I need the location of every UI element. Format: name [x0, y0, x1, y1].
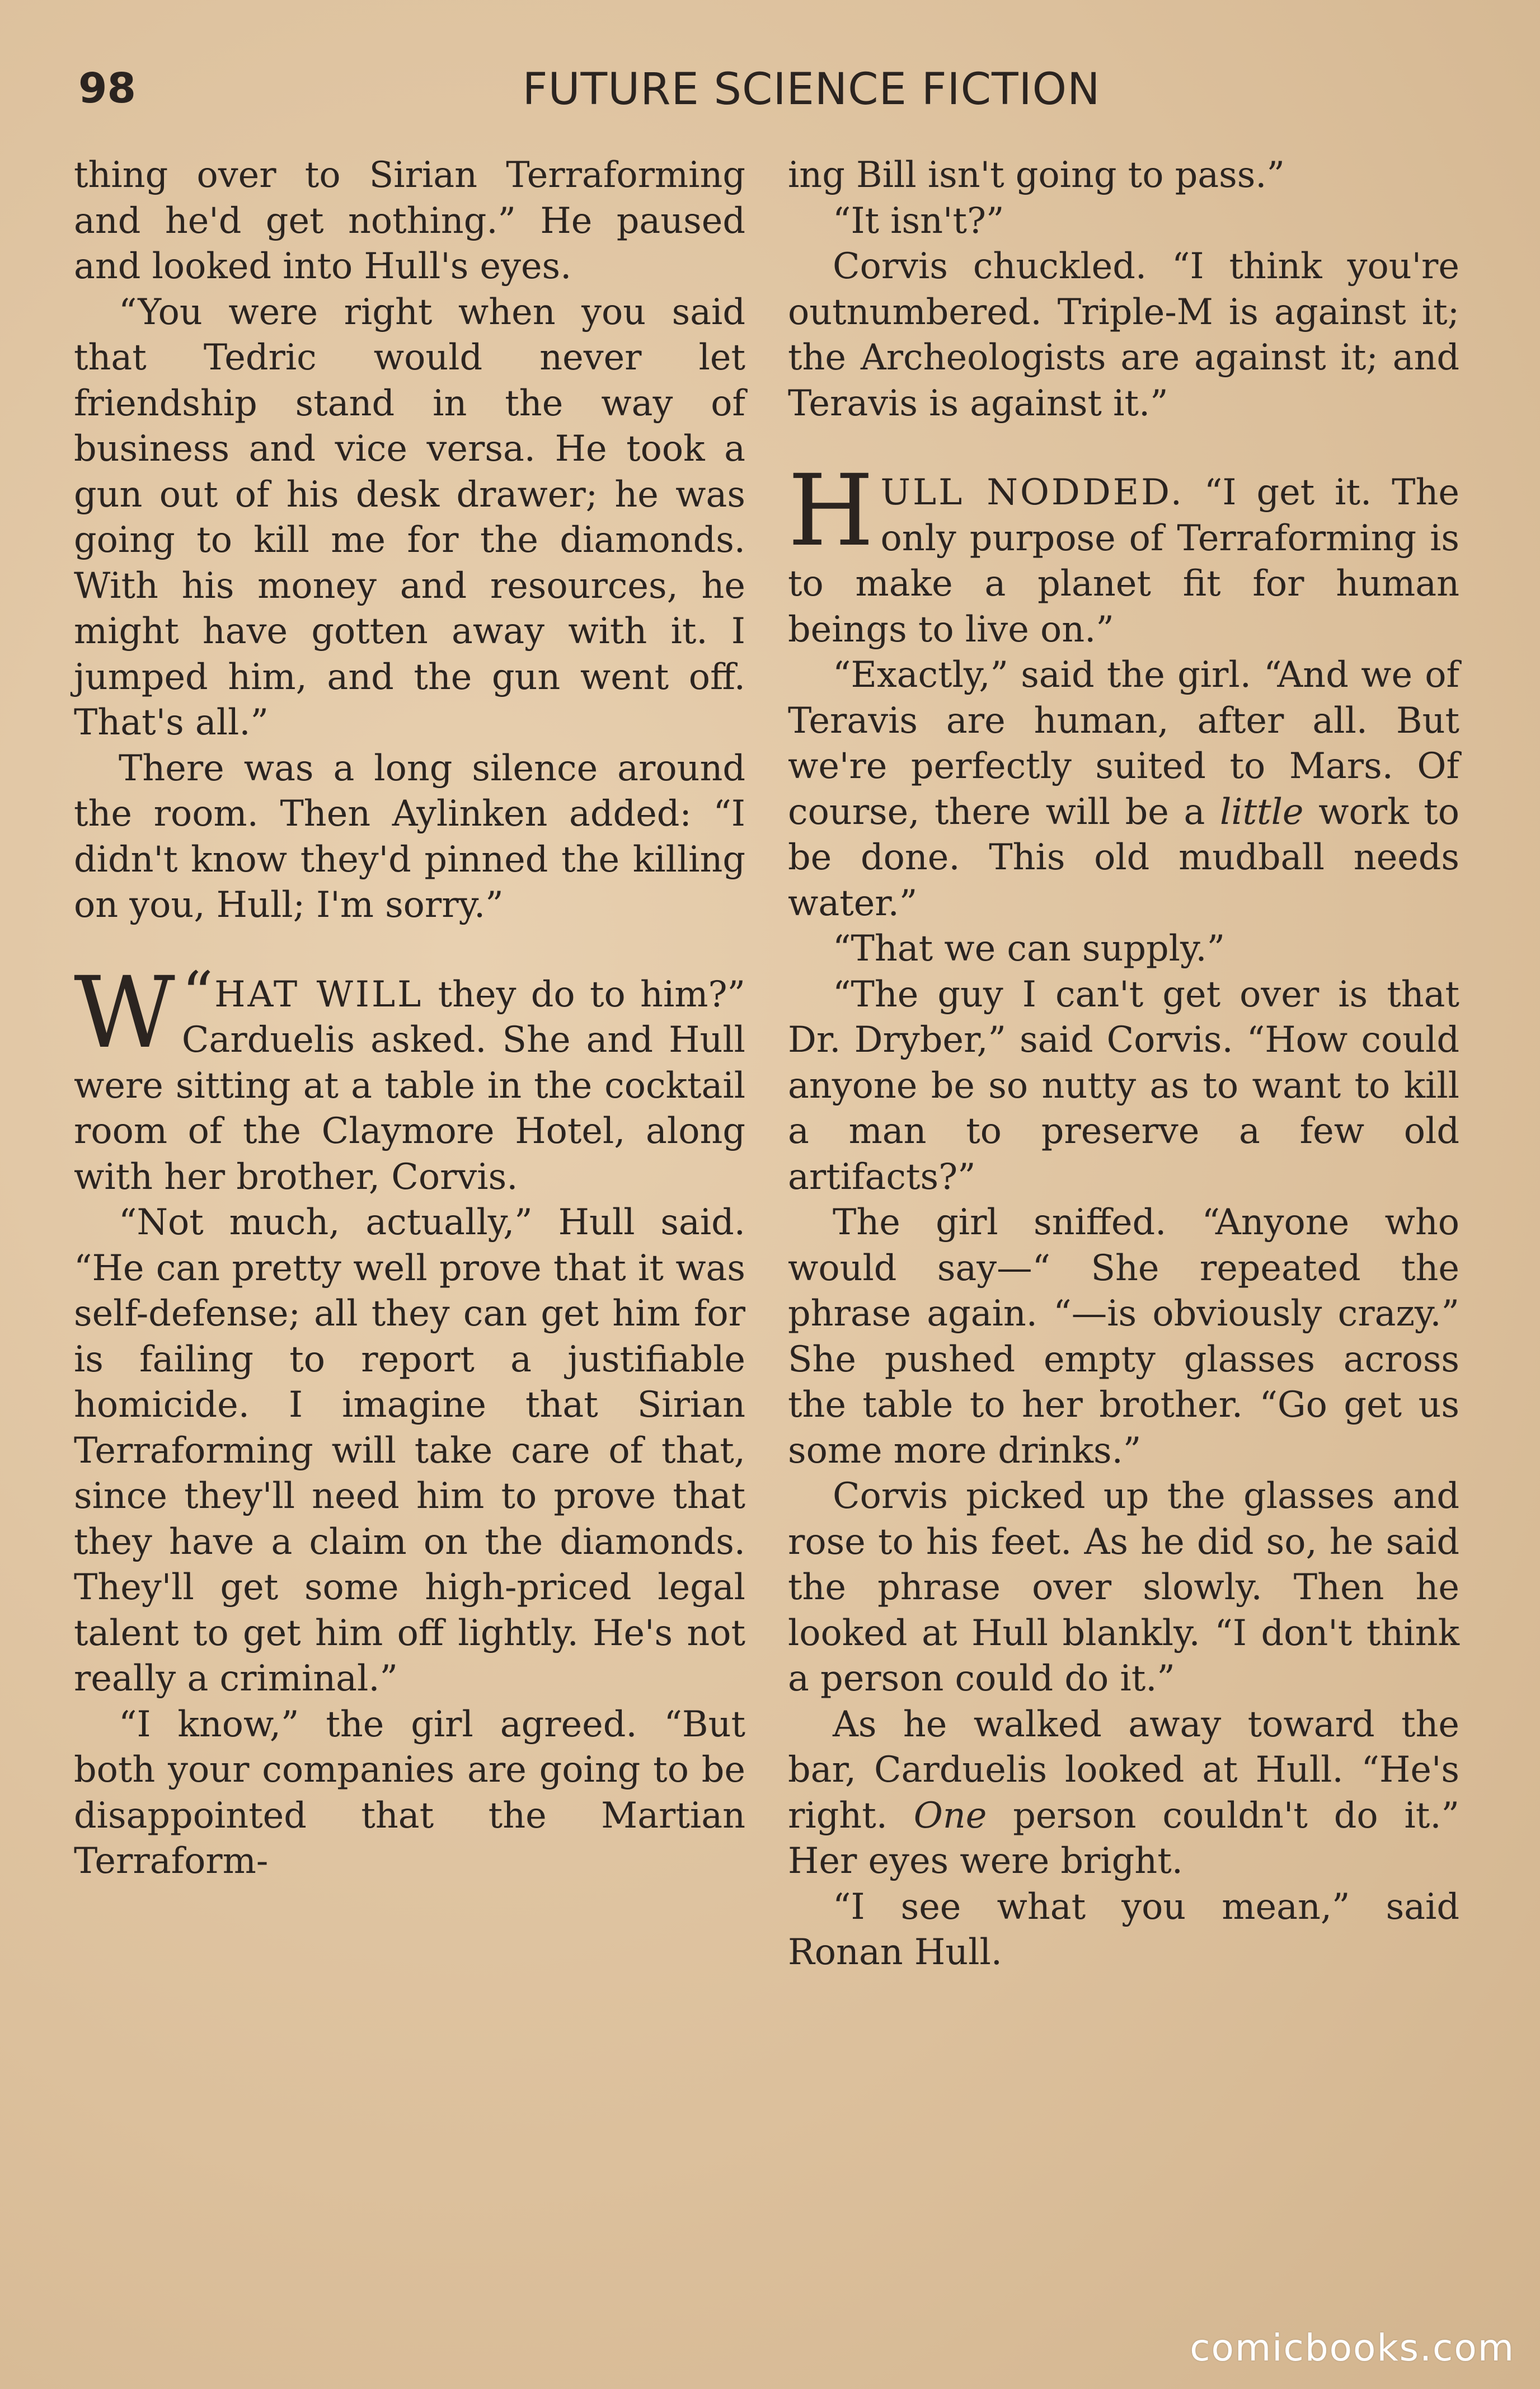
paragraph-text: person couldn't do it.” Her eyes were bright. [788, 1794, 1459, 1881]
page-number: 98 [78, 64, 136, 113]
section-opening-paragraph [788, 453, 1460, 652]
lead-in-caps: HAT WILL [214, 973, 424, 1015]
paragraph-text: they do to him?” Carduelis asked. She and Hull were sitting at a table in the cocktail room of the Claymore Hotel, along with her brother, Corvis. [74, 973, 745, 1197]
paragraph-text: “I get it. The only purpose of Terraforming is to make a planet fit for human beings to live on.” [788, 471, 1460, 650]
running-title: FUTURE SCIENCE FICTION [522, 64, 1101, 115]
paragraph: Corvis picked up the glasses and rose to his feet. As he did so, he said the phrase over slowly. Then he looked at Hull blankly. “I don't think a person could do it.” [788, 1475, 1459, 1699]
paragraph: “That we can supply.” [833, 928, 1226, 969]
drop-cap: H [788, 453, 874, 568]
section-opening-paragraph [74, 955, 745, 1200]
paragraph [788, 1702, 1459, 1884]
paragraph-text: work to be done. This old mudball needs water.” [788, 790, 1459, 924]
paragraph: “The guy I can't get over is that Dr. Dryber,” said Corvis. “How could anyone be so nutty as to want to kill a man to preserve a few old artifacts?” [788, 973, 1459, 1197]
paragraph-text: As he walked away toward the bar, Carduelis looked at Hull. “He's right. [788, 1703, 1459, 1836]
paragraph: “You were right when you said that Tedric would never let friendship stand in the way of business and vice versa. He took a gun out of his desk drawer; he was going to kill me for the diamonds. With his money and resources, he might have gotten away with it. I jumped him, and the gun went off. That's all.” [74, 291, 745, 743]
italic-word: One [913, 1794, 987, 1836]
paragraph: “I know,” the girl agreed. “But both your companies are going to be disappointed that the Martian Terraform- [74, 1703, 745, 1881]
paragraph: “It isn't?” [833, 199, 1004, 241]
page-header [78, 64, 1477, 126]
watermark: comicbooks.com [1190, 2326, 1515, 2369]
paragraph: The girl sniffed. “Anyone who would say—“ She repeated the phrase again. “—is obviously crazy.” She pushed empty glasses across the table to her brother. “Go get us some more drinks.” [788, 1201, 1459, 1471]
italic-word: little [1219, 790, 1304, 832]
drop-cap: W [74, 955, 175, 1070]
lead-in-caps: ULL NODDED. [880, 471, 1184, 513]
paragraph: “I see what you mean,” said Ronan Hull. [788, 1885, 1459, 1973]
paragraph: ing Bill isn't going to pass.” [788, 154, 1285, 195]
right-column [788, 152, 1459, 1975]
paragraph: thing over to Sirian Terraforming and he'd get nothing.” He paused and looked into Hull's eyes. [74, 154, 745, 287]
left-column [74, 152, 745, 1884]
open-quote: “ [181, 958, 214, 1030]
paragraph [788, 652, 1459, 926]
paragraph: “Not much, actually,” Hull said. “He can pretty well prove that it was self-defense; all they can get him for is failing to report a justifiable homicide. I imagine that Sirian Terraforming will take care of that, since they'll need him to prove that they have a claim on the diamonds. They'll get some high-priced legal talent to get him off lightly. He's not really a criminal.” [74, 1201, 745, 1699]
paragraph: Corvis chuckled. “I think you're outnumbered. Triple-M is against it; the Archeologists are against it; and Teravis is against it.” [788, 245, 1459, 424]
paragraph: There was a long silence around the room. Then Aylinken added: “I didn't know they'd pinned the killing on you, Hull; I'm sorry.” [74, 747, 745, 925]
paragraph-text: “Exactly,” said the girl. “And we of Teravis are human, after all. But we're perfectly suited to Mars. Of course, there will be a [788, 654, 1459, 832]
